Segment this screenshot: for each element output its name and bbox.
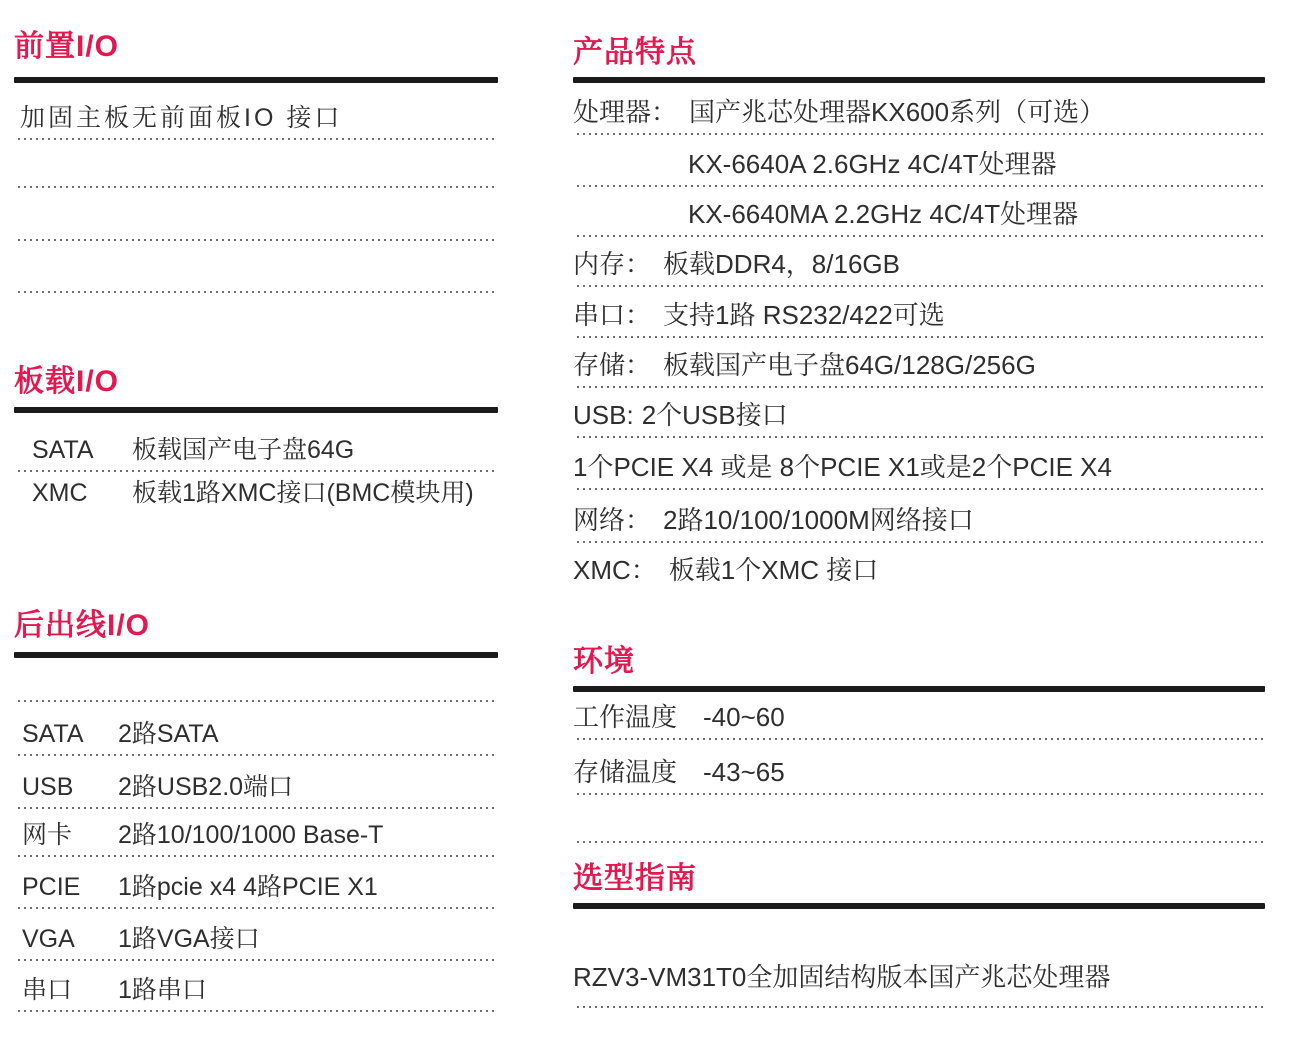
spec-row-cpu-option-2 [573, 187, 1265, 237]
spec-label: 网络： [573, 505, 652, 535]
spec-value: 1个PCIE X4 或是 8个PCIE X1或是2个PCIE X4 [573, 452, 1112, 482]
dotted-line [577, 1006, 1265, 1008]
spec-value: 2个USB接口 [641, 400, 788, 430]
spec-value: 2路USB2.0端口 [118, 773, 294, 801]
spec-value: 2路10/100/1000 Base-T [118, 821, 384, 849]
dotted-line [577, 541, 1265, 543]
spec-row-front-note [14, 83, 498, 140]
spec-value: KX-6640MA 2.2GHz 4C/4T处理器 [688, 199, 1079, 229]
spec-label: 存储温度 [573, 757, 678, 787]
dotted-line [18, 291, 498, 293]
spec-value: 2路10/100/1000M网络接口 [663, 505, 974, 535]
empty-row [573, 795, 1265, 843]
spec-label: 内存： [573, 249, 652, 279]
spec-label: 网卡 [22, 821, 73, 849]
spec-value: 1路pcie x4 4路PCIE X1 [118, 873, 378, 901]
section-title-rear-io: 后出线I/O [14, 609, 151, 642]
dotted-line [18, 470, 498, 472]
spec-row-model [573, 909, 1265, 1008]
spec-label: SATA [22, 720, 84, 748]
section-selection-guide [573, 862, 1265, 1008]
spec-label: SATA [32, 436, 94, 464]
spec-value: 支持1路 RS232/422可选 [663, 300, 945, 330]
spec-label: USB [22, 773, 74, 801]
empty-row [14, 658, 498, 702]
spec-label: XMC： [573, 555, 657, 585]
spec-value: 板载DDR4，8/16GB [663, 249, 900, 279]
spec-row-usb [573, 388, 1265, 438]
spec-label: XMC [32, 479, 88, 507]
section-title-features: 产品特点 [573, 36, 697, 69]
spec-value: 板载国产电子盘64G [132, 436, 355, 464]
spec-value: KX-6640A 2.6GHz 4C/4T处理器 [688, 149, 1057, 179]
spec-value: 1路VGA接口 [118, 925, 260, 953]
spec-row-memory [573, 237, 1265, 287]
section-title-onboard-io: 板载I/O [14, 365, 120, 398]
empty-row [14, 140, 498, 188]
spec-row-xmc [573, 555, 1265, 595]
section-rear-io [14, 609, 498, 1012]
spec-row-pcie-rear [14, 857, 498, 909]
spec-value: 1路串口 [118, 976, 207, 1004]
spec-value: 板载1路XMC接口(BMC模块用) [132, 479, 474, 507]
selection-guide-note: RZV3-VM31T0全加固结构版本国产兆芯处理器 [573, 962, 1111, 992]
section-features [573, 36, 1265, 595]
spec-row-storage-temp [573, 740, 1265, 795]
spec-label: 存储： [573, 350, 652, 380]
section-title-selection-guide: 选型指南 [573, 862, 697, 895]
spec-label: 串口： [573, 300, 652, 330]
spec-row-pcie [573, 438, 1265, 490]
section-title-front-io: 前置I/O [14, 30, 120, 63]
spec-row-storage [573, 338, 1265, 388]
spec-row-sata-onboard [14, 413, 498, 472]
dotted-line [18, 1010, 498, 1012]
right-column [573, 0, 1265, 1008]
spec-value: 2路SATA [118, 720, 219, 748]
spec-row-vga-rear [14, 909, 498, 961]
spec-label: 处理器： [573, 97, 678, 127]
section-front-io [14, 30, 498, 293]
spec-label: PCIE [22, 873, 81, 901]
spec-value: -43~65 [703, 757, 785, 787]
front-io-note: 加固主板无前面板IO 接口 [20, 104, 343, 132]
section-title-environment: 环境 [573, 645, 635, 678]
spec-row-operating-temp [573, 692, 1265, 740]
spec-value: 板载1个XMC 接口 [668, 555, 879, 585]
spec-row-cpu [573, 83, 1265, 135]
section-onboard-io [14, 365, 498, 522]
spec-label: USB: [573, 400, 634, 430]
left-column [14, 0, 498, 1012]
spec-value: -40~60 [703, 702, 785, 732]
spec-row-sata-rear [14, 702, 498, 756]
empty-row [14, 188, 498, 241]
spec-row-network [573, 490, 1265, 543]
spec-label: 工作温度 [573, 702, 678, 732]
spec-label: 串口 [22, 976, 73, 1004]
spec-row-xmc-onboard [14, 478, 498, 522]
spec-row-lan-rear [14, 809, 498, 857]
spec-label: VGA [22, 925, 75, 953]
spec-row-serial [573, 287, 1265, 338]
spec-value: 板载国产电子盘64G/128G/256G [663, 350, 1036, 380]
dotted-line [577, 841, 1265, 843]
section-environment [573, 645, 1265, 843]
spec-row-serial-rear [14, 961, 498, 1012]
spec-value: 国产兆芯处理器KX600系列（可选） [689, 97, 1106, 127]
empty-row [14, 241, 498, 293]
spec-row-cpu-option-1 [573, 135, 1265, 187]
spec-row-usb-rear [14, 756, 498, 809]
